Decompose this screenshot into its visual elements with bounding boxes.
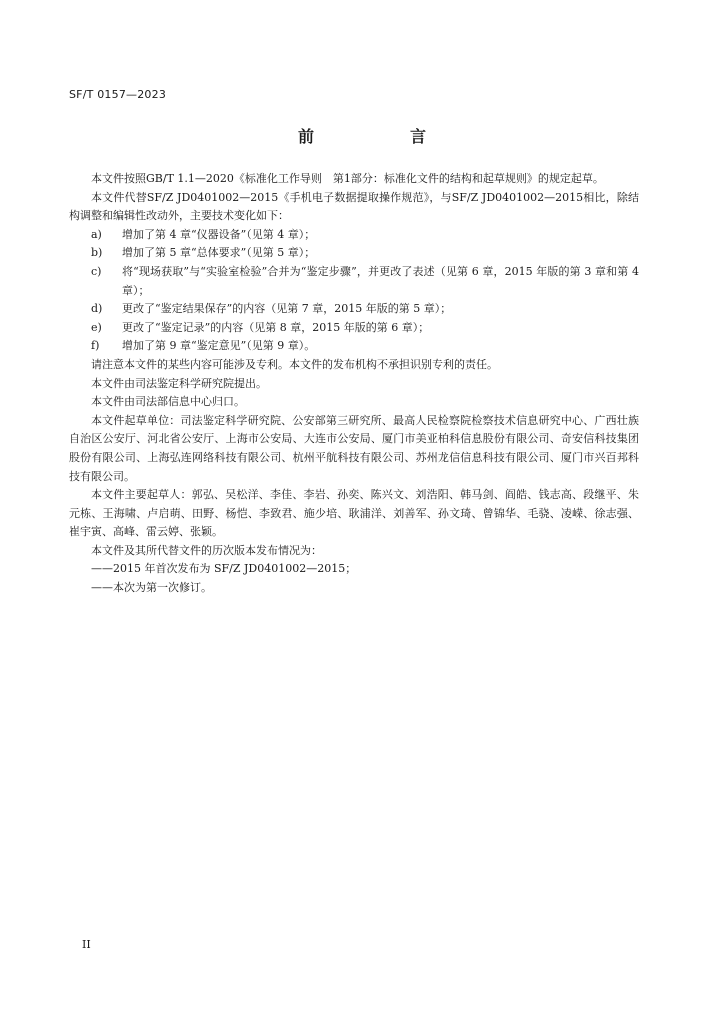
list-item-text: 更改了“鉴定记录”的内容（见第 8 章，2015 年版的第 6 章）；: [122, 320, 430, 334]
list-item: [69, 300, 639, 319]
list-item: [69, 319, 639, 338]
list-item-text: 更改了“鉴定结果保存”的内容（见第 7 章，2015 年版的第 5 章）；: [122, 302, 452, 316]
standard-code: SF/T 0157—2023: [69, 88, 167, 101]
list-item: [69, 244, 639, 263]
changes-list: [69, 226, 639, 356]
history-item: ——2015 年首次发布为 SF/Z JD0401002—2015；: [91, 562, 357, 576]
list-item: [69, 337, 639, 356]
paragraph-drafters: 本文件主要起草人：郭弘、吴松洋、李佳、李岩、孙奕、陈兴文、刘浩阳、韩马剑、阎皓、钱志高、段继平、朱元栋、王海啸、卢启萌、田野、杨恺、李致君、施少培、耿浦洋、刘善军、孙文琦、曾锦华、毛骁、凌嵘、徐志强、崔宇寅、高峰、雷云婷、张颖。: [69, 488, 639, 539]
list-marker: d): [91, 302, 103, 316]
list-marker: c): [91, 264, 102, 278]
list-marker: f): [91, 339, 100, 353]
paragraph-drafting-rules: 本文件按照GB/T 1.1—2020《标准化工作导则 第1部分：标准化文件的结构和起草规则》的规定起草。: [91, 172, 604, 185]
list-item-text: 增加了第 9 章“鉴定意见”（见第 9 章）。: [122, 339, 316, 353]
list-item: [69, 226, 639, 245]
paragraph-proposer: 本文件由司法鉴定科学研究院提出。: [91, 376, 267, 390]
list-item: [69, 263, 639, 300]
list-item-text: 增加了第 5 章“总体要求”（见第 5 章）；: [122, 246, 316, 260]
list-marker: b): [91, 246, 103, 260]
history-item: ——本次为第一次修订。: [91, 581, 212, 595]
page-number: II: [82, 938, 91, 951]
document-body: [69, 170, 639, 598]
paragraph-history-intro: 本文件及其所代替文件的历次版本发布情况为：: [91, 543, 322, 557]
list-item-text: 将“现场获取”与“实验室检验”合并为“鉴定步骤”，并更改了表述（见第 6 章，2015 年版的第 3 章和第 4 章）；: [122, 264, 639, 297]
list-item-text: 增加了第 4 章“仪器设备”（见第 4 章）；: [122, 227, 316, 241]
paragraph-replacement: 本文件代替SF/Z JD0401002—2015《手机电子数据提取操作规范》，与SF/Z JD0401002—2015相比，除结构调整和编辑性改动外，主要技术变化如下：: [69, 190, 639, 223]
list-marker: e): [91, 320, 102, 334]
list-marker: a): [91, 227, 102, 241]
paragraph-drafting-units: 本文件起草单位：司法鉴定科学研究院、公安部第三研究所、最高人民检察院检察技术信息研究中心、广西壮族自治区公安厅、河北省公安厅、上海市公安局、大连市公安局、厦门市美亚柏科信息股份有限公司、奇安信科技集团股份有限公司、上海弘连网络科技有限公司、杭州平航科技有限公司、苏州龙信信息科技有限公司、厦门市兴百邦科技有限公司。: [69, 413, 639, 483]
paragraph-administrator: 本文件由司法部信息中心归口。: [91, 395, 245, 409]
paragraph-patent-notice: 请注意本文件的某些内容可能涉及专利。本文件的发布机构不承担识别专利的责任。: [91, 357, 498, 371]
page-title: 前 言: [297, 127, 466, 146]
